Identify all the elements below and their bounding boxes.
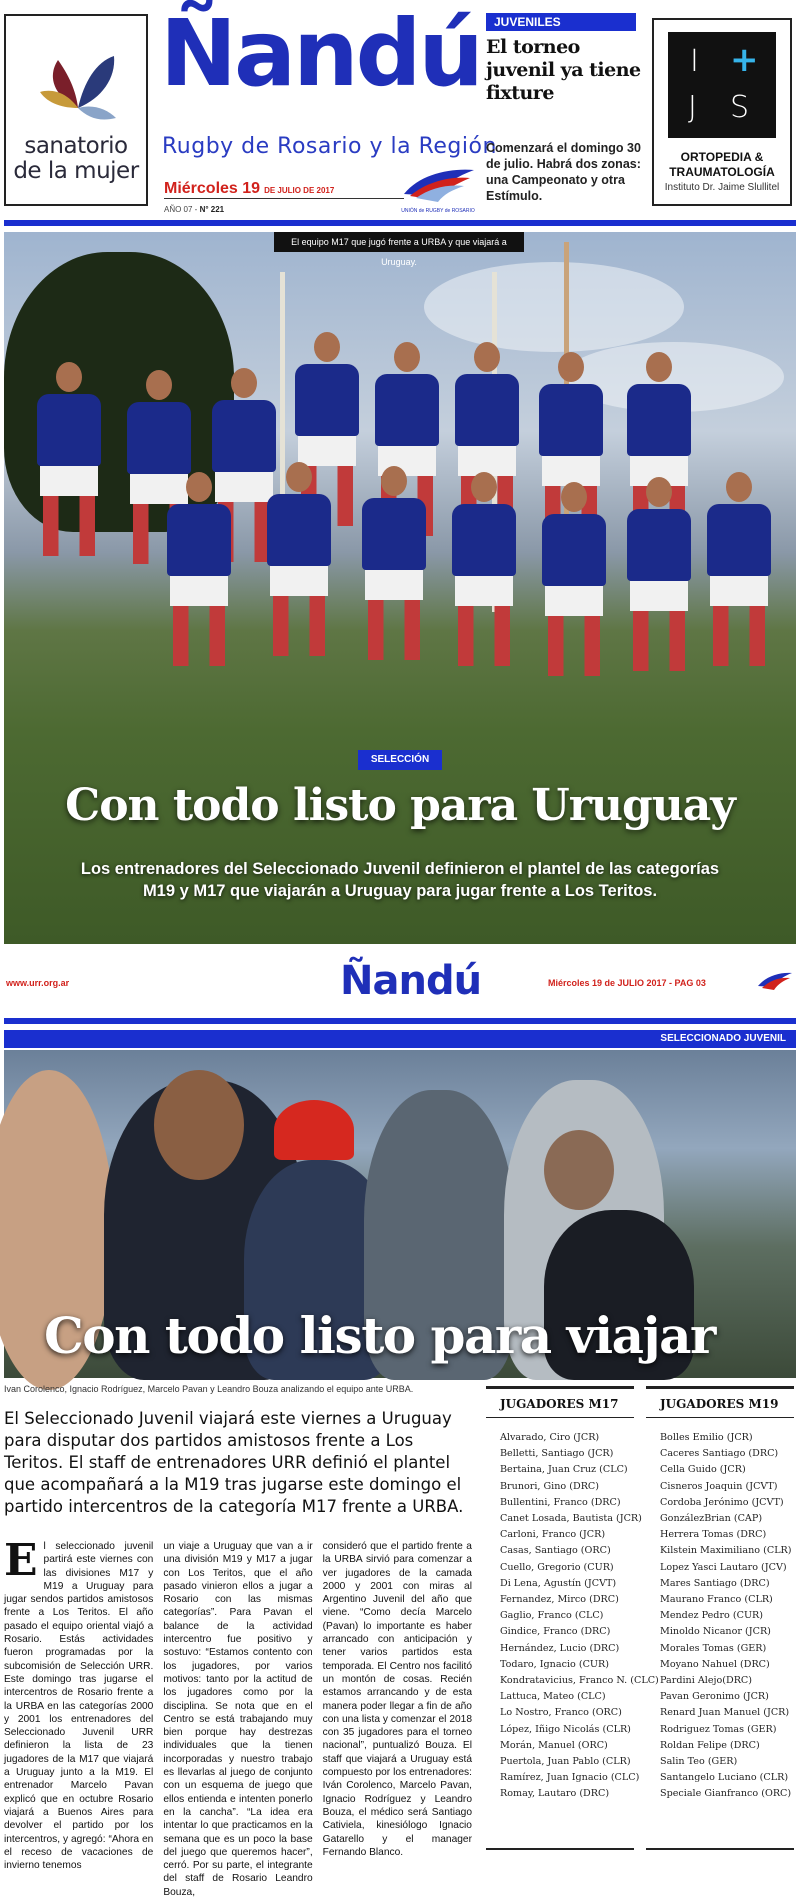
roster-player: Romay, Lautaro (DRC) [500, 1788, 610, 1800]
issue-label: AÑO 07 - [164, 205, 200, 214]
roster-player: Cordoba Jerónimo (JCVT) [660, 1496, 784, 1508]
roster-player: Brunori, Gino (DRC) [500, 1480, 600, 1492]
ijs-logo [668, 32, 776, 138]
roster-player: Carloni, Franco (JCR) [500, 1529, 606, 1541]
roster-player: Kilstein Maximiliano (CLR) [660, 1545, 792, 1557]
coach-head [154, 1070, 244, 1180]
roster-player: Bolles Emilio (JCR) [660, 1432, 753, 1443]
roster-player: Maurano Franco (CLR) [660, 1594, 773, 1606]
masthead-date [164, 180, 334, 198]
roster-player: Salin Teo (GER) [660, 1756, 738, 1768]
roster-player: Gindice, Franco (DRC) [500, 1626, 611, 1638]
sanatorio-name-line1: sanatorio [24, 133, 128, 159]
roster-player: Di Lena, Agustín (JCVT) [500, 1577, 617, 1589]
plus-icon: + [730, 40, 759, 80]
ijs-ad-line1: ORTOPEDIA & [680, 150, 764, 164]
roster-player: Bullentini, Franco (DRC) [500, 1496, 621, 1508]
article-lede: El Seleccionado Juvenil viajará este viernes a Uruguay para disputar dos partidos amistosos frente a Los Teritos. El staff de entrenadores URR definió el plantel que acompañará a la M19 tras jugarse este domingo el partido intercentros de la categoría M17 frente a URBA. [4, 1409, 464, 1516]
urr-wing-icon [400, 164, 476, 206]
hero1-title[interactable]: Con todo listo para Uruguay [65, 780, 735, 831]
sanatorio-name [6, 134, 146, 184]
roster-player: Ramírez, Juan Ignacio (CLC) [500, 1772, 640, 1784]
roster-m17 [486, 1386, 659, 1803]
ijs-letter-i: I [690, 44, 699, 79]
roster-player: Morán, Manuel (ORC) [500, 1739, 608, 1751]
header-rule [4, 220, 796, 226]
ijs-letter-j: J [688, 90, 697, 125]
roster-player: Casas, Santiago (ORC) [500, 1545, 611, 1557]
sanatorio-name-line2: de la mujer [13, 158, 139, 184]
issue-number: N° 221 [199, 205, 225, 214]
player-figure [704, 472, 774, 666]
player-figure [539, 482, 609, 676]
urr-logo[interactable] [400, 164, 476, 214]
roster-player: Caceres Santiago (DRC) [660, 1448, 779, 1460]
player-figure [449, 472, 519, 666]
ijs-ad-title [654, 150, 790, 180]
player-figure [359, 466, 429, 660]
hero2-title[interactable]: Con todo listo para viajar [44, 1306, 715, 1365]
roster-m17-title: JUGADORES M17 [486, 1389, 634, 1418]
seleccion-tag[interactable]: SELECCIÓN [358, 750, 442, 770]
player-figure [624, 477, 694, 671]
team-players [24, 362, 784, 762]
masthead-divider [164, 198, 404, 199]
roster-rule [486, 1848, 634, 1850]
roster-player: Alvarado, Ciro (JCR) [500, 1432, 600, 1443]
ijs-ad-line2: TRAUMATOLOGÍA [669, 165, 775, 179]
front-page-header [0, 0, 800, 228]
roster-rule [646, 1848, 794, 1850]
urr-logo-caption: UNIÓN de RUGBY de ROSARIO [401, 208, 475, 214]
coaches-photo-hero[interactable] [4, 1050, 796, 1378]
roster-player: Hernández, Lucio (DRC) [500, 1642, 620, 1654]
section-banner: SELECCIONADO JUVENIL [4, 1030, 796, 1048]
roster-player: Lo Nostro, Franco (ORC) [500, 1707, 622, 1719]
article-column-2: un viaje a Uruguay que van a ir una división M19 y M17 a jugar con Los Teritos, que el año pasado vinieron ellos a jugar a Rosario con las mismas categorías”. Para Pavan el balance de la actividad intercentro fue positivo y sostuvo: “Estamos contento con los jugadores, por varios motivos: tanto por la actitud de los jugadores como por la disciplina. Se nota que en el Centro se está trabajando muy bien porque hay destrezas individuales que la tienen incorporadas y nuestro trabajo es llevarlas al juego de conjunto con un esquema de juego que ellos entienda e intenten ponerlo en la cancha”. “La idea era intentar lo que practicamos en la semana que es un poco la base del juego que queremos hacer”, cerró. Por su parte, el integrante del staff de Rosario Leandro Bouza, [163, 1541, 313, 1898]
roster-player: Pavan Geronimo (JCR) [660, 1691, 769, 1703]
roster-player: Minoldo Nicanor (JCR) [660, 1626, 771, 1638]
roster-player: Puertola, Juan Pablo (CLR) [500, 1756, 631, 1768]
roster-player: Rodriguez Tomas (GER) [660, 1723, 777, 1735]
roster-player: Speciale Gianfranco (ORC) [660, 1788, 792, 1800]
roster-player: GonzálezBrian (CAP) [660, 1513, 763, 1525]
juveniles-body: Comenzará el domingo 30 de julio. Habrá dos zonas: una Campeonato y otra Estímulo. [486, 141, 641, 203]
roster-player: Bertaina, Juan Cruz (CLC) [500, 1464, 628, 1476]
roster-m19-list [646, 1430, 794, 1803]
roster-player: Roldan Felipe (DRC) [660, 1739, 760, 1751]
roster-player: Morales Tomas (GER) [660, 1642, 767, 1654]
red-beanie [274, 1100, 354, 1160]
roster-player: Kondratavicius, Franco N. (CLC) [500, 1675, 659, 1687]
roster-player: López, Iñigo Nicolás (CLR) [500, 1723, 631, 1735]
roster-player: Renard Juan Manuel (JCR) [660, 1707, 790, 1719]
masthead-subtitle: Rugby de Rosario y la Región [162, 134, 497, 159]
inside-header-rule [4, 1018, 796, 1024]
roster-player: Cuello, Gregorio (CUR) [500, 1561, 614, 1573]
flower-logo-icon [36, 38, 120, 128]
article-column-1 [4, 1535, 154, 1872]
roster-player: Canet Losada, Bautista (JCR) [500, 1513, 642, 1525]
masthead-date-main: Miércoles 19 [164, 180, 261, 197]
roster-player: Mares Santiago (DRC) [660, 1577, 770, 1589]
roster-player: Belletti, Santiago (JCR) [500, 1448, 614, 1460]
roster-player: Mendez Pedro (CUR) [660, 1610, 763, 1622]
masthead-date-rest: DE JULIO DE 2017 [264, 186, 335, 195]
drop-cap: E [4, 1535, 38, 1586]
ijs-ortopedia-ad[interactable] [652, 18, 792, 206]
inside-page-date: Miércoles 19 de JULIO 2017 - PAG 03 [548, 978, 706, 988]
hero2-photo-caption: Ivan Corolenco, Ignacio Rodríguez, Marcelo Pavan y Leandro Bouza analizando el equipo ante URBA. [4, 1384, 414, 1394]
roster-player: Gaglio, Franco (CLC) [500, 1610, 604, 1622]
roster-m19-title: JUGADORES M19 [646, 1389, 794, 1418]
roster-player: Moyano Nahuel (DRC) [660, 1658, 770, 1670]
article-column-3: consideró que el partido frente a la URBA sirvió para comenzar a ver jugadores de la camada 2000 y 2001 con miras al Argentino Juvenil del año que viene. “Como decía Marcelo (Pavan) lo importante es haber arrancado con anticipación y tener varios partidos esta temporada. El Centro nos facilitó un montón de cosas. Recién estamos arrancando y de esta manera poder llegar a fin de año con una lista y comenzar el 2018 con 35 jugadores para el torneo nacional”, puntualizó Bouza. El staff que viajará a Uruguay está compuesto por los entrenadores: Iván Corolenco, Marcelo Pavan, Ignacio Rodríguez y Leandro Bouza, el médico será Santiago Cativiela, kinesiólogo Ignacio Gatarello y el manager Fernando Blanco. [322, 1541, 472, 1858]
juveniles-headline[interactable]: El torneo juvenil ya tiene fixture [486, 36, 641, 104]
cloud-shape [424, 262, 684, 352]
article-column-1-text: l seleccionado juvenil partirá este viernes con las divisiones M17 y M19 a Uruguay para jugar sendos partidos amistosos frente a Los Teritos. El año pasado el equipo oriental viajó a Rosario. Estás actividades fueron programadas por la subcomisión de Selección URR. Este domingo tras jugarse el intercentros de Rosario frente a la URBA en las categorías 2000 y 2001 los entrenadores del Seleccionado Juvenil URR definieron la lista de 23 jugadores de la M17 que viajará a Uruguay junto a la M19. El entrenador Marcelo Pavan explicó que en octubre Rosario viajará a Buenos Aires para devolver el partido por los intercentros, y agregó: “Ahora en el receso de vacaciones de invierno tenemos [4, 1541, 154, 1872]
site-url-link[interactable]: www.urr.org.ar [6, 978, 70, 988]
ijs-ad-institute: Instituto Dr. Jaime Slullitel [664, 182, 780, 193]
hero1-photo-caption: El equipo M17 que jugó frente a URBA y que viajará a Uruguay. [274, 232, 524, 252]
roster-player: Cella Guido (JCR) [660, 1464, 746, 1476]
coach-head [544, 1130, 614, 1210]
sanatorio-ad[interactable] [4, 14, 148, 206]
roster-player: Cisneros Joaquin (JCVT) [660, 1480, 778, 1492]
player-figure [34, 362, 104, 556]
article-body [4, 1535, 472, 1898]
roster-player: Todaro, Ignacio (CUR) [500, 1658, 609, 1670]
roster-player: Pardini Alejo(DRC) [660, 1675, 753, 1687]
team-photo-hero[interactable] [4, 232, 796, 944]
roster-player: Herrera Tomas (DRC) [660, 1529, 767, 1541]
roster-player: Lattuca, Mateo (CLC) [500, 1691, 606, 1703]
urr-wing-icon [756, 970, 794, 992]
juveniles-tag[interactable]: JUVENILES [486, 13, 636, 31]
roster-player: Fernandez, Mirco (DRC) [500, 1594, 619, 1606]
masthead-issue [164, 205, 224, 214]
roster-m17-list [486, 1430, 659, 1803]
hero1-subtitle: Los entrenadores del Seleccionado Juvenil definieron el plantel de las categorías M19 y M17 que viajarán a Uruguay para jugar frente a Los Teritos. [80, 860, 720, 900]
masthead-title[interactable]: Ñandú [160, 0, 481, 107]
inside-masthead-title[interactable]: Ñandú [340, 958, 482, 1004]
roster-player: Lopez Yasci Lautaro (JCV) [660, 1561, 787, 1573]
roster-m19 [646, 1386, 794, 1803]
ijs-letter-s: S [730, 90, 750, 125]
player-figure [164, 472, 234, 666]
roster-player: Santangelo Luciano (CLR) [660, 1772, 789, 1784]
player-figure [264, 462, 334, 656]
